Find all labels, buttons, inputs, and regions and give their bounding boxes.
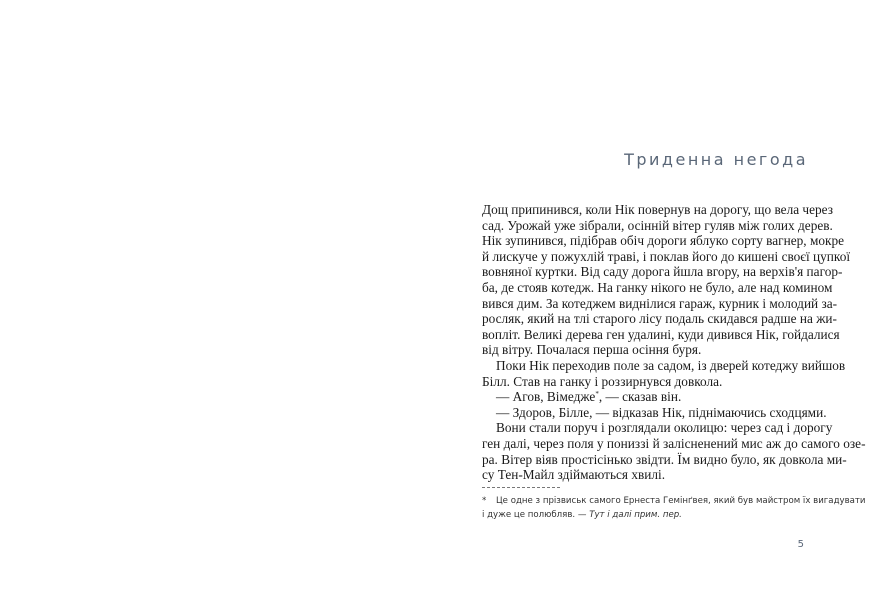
dialogue-text: , — сказав він. [598, 389, 682, 405]
paragraph-1 [482, 202, 851, 358]
page-number: 5 [797, 539, 804, 550]
text-line: від вітру. Почалася перша осіння буря. [482, 342, 702, 358]
dialogue-text: — Агов, Вімедже [496, 389, 596, 405]
text-line: й лискуче у пожухлій траві, і поклав його до кишені своєї цупкої [482, 248, 851, 264]
text-line: Вони стали поруч і розглядали околицю: через сад і дорогу [496, 420, 833, 436]
text-line [482, 389, 804, 405]
text-line: вопліт. Великі дерева ген удалині, куди дивився Нік, гойдалися [482, 326, 840, 342]
text-line: ба, де стояв котедж. На ганку нікого не було, але над комином [482, 279, 833, 295]
text-line: Дощ припинився, коли Нік повернув на дорогу, що вела через [482, 202, 833, 217]
text-line: росляк, який на тлі старого лісу подаль скидався радше на жи- [482, 311, 837, 327]
footnote-text: Це одне з прізвиськ самого Ернеста Гемінґвея, який був майстром їх вигадувати [496, 496, 866, 506]
body-text [482, 202, 866, 483]
text-line: ген далі, через поля у пониззі й залісненений мис аж до самого озе- [482, 435, 866, 451]
paragraph-5 [482, 420, 866, 483]
text-line: вився дим. За котеджем виднілися гараж, курник і молодий за- [482, 295, 838, 311]
text-line: Поки Нік переходив поле за садом, із дверей котеджу вийшов [496, 357, 846, 373]
footnote-mark: * [482, 496, 487, 506]
text-line: Білл. Став на ганку і роззирнувся довкола. [482, 373, 723, 389]
footnote-reference[interactable]: * [595, 390, 599, 399]
footnote-line-1 [482, 494, 866, 508]
text-line: ра. Вітер віяв простісінько звідти. Їм видно було, як довкола ми- [482, 451, 847, 467]
chapter-title: Триденна негода [624, 150, 808, 169]
text-line: сад. Урожай уже зібрали, осінній вітер гуляв між голих дерев. [482, 217, 833, 233]
text-line: вовняної куртки. Від саду дорога йшла вгору, на верхів'я пагор- [482, 264, 843, 280]
footnote-italic-note: Тут і далі прим. пер. [589, 510, 682, 520]
footnote-text: і дуже це полюбляв. — [482, 510, 590, 520]
footnote [482, 494, 866, 522]
paragraph-4 [482, 404, 827, 421]
footnote-separator [482, 487, 560, 488]
text-line: — Здоров, Білле, — відказав Нік, піднімаючись сходцями. [496, 404, 827, 420]
text-line: су Тен-Майл здіймаються хвилі. [482, 467, 666, 483]
paragraph-3 [482, 389, 804, 405]
paragraph-2 [482, 357, 846, 389]
text-line: Нік зупинився, підібрав обіч дороги яблуко сорту вагнер, мокре [482, 233, 845, 249]
footnote-line-2 [482, 508, 804, 522]
